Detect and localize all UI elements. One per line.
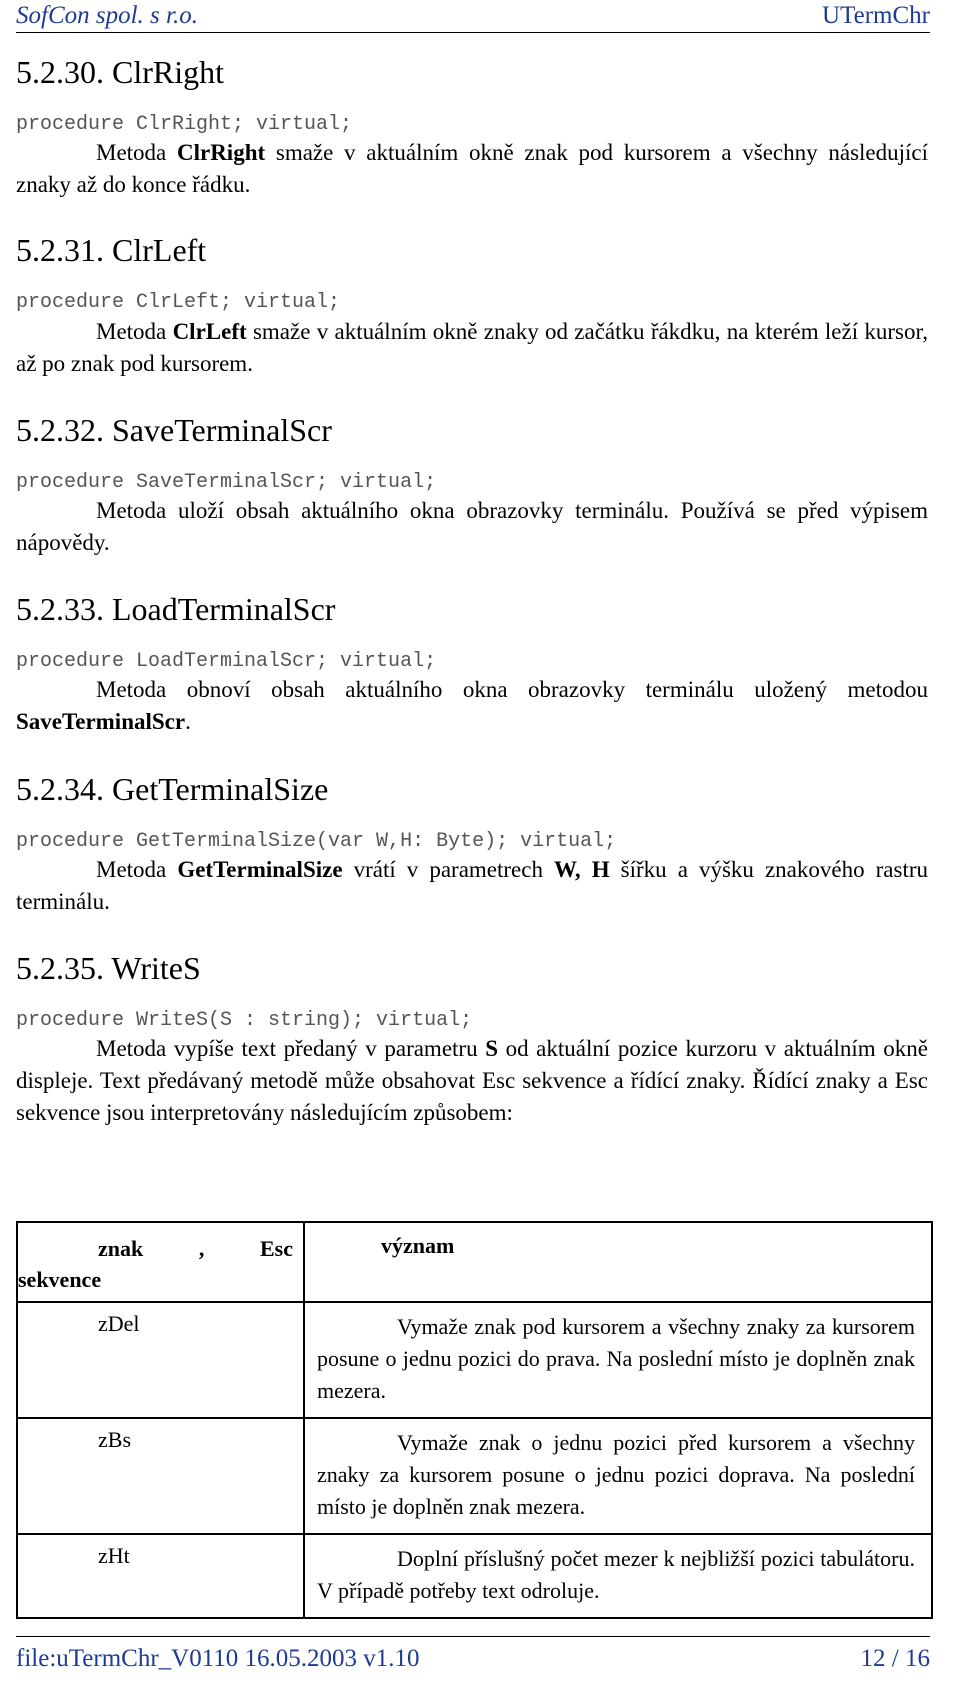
footer-page-number: 12 / 16 bbox=[860, 1645, 930, 1672]
code-signature: procedure LoadTerminalScr; virtual; bbox=[16, 650, 437, 673]
code-signature: procedure ClrRight; virtual; bbox=[16, 113, 353, 136]
section-description: Metoda ClrRight smaže v aktuálním okně znak pod kursorem a všechny následující znaky až do konce řádku. bbox=[16, 140, 928, 197]
code-signature: procedure WriteS(S : string); virtual; bbox=[16, 1009, 473, 1032]
row-description: Doplní příslušný počet mezer k nejbližší pozici tabulátoru. V případě potřeby text odroluje. bbox=[317, 1546, 915, 1603]
header-sekvence: sekvence bbox=[18, 1267, 102, 1292]
table-header-cell bbox=[304, 1222, 932, 1302]
row-description: Vymaže znak pod kursorem a všechny znaky za kursorem posune o jednu pozici do prava. Na poslední místo je doplněn znak mezera. bbox=[317, 1314, 915, 1403]
table-row bbox=[17, 1302, 932, 1418]
page-footer bbox=[16, 1636, 930, 1677]
header-company: SofCon spol. s r.o. bbox=[16, 2, 198, 29]
header-znak: znak bbox=[98, 1236, 144, 1261]
code-signature: procedure GetTerminalSize(var W,H: Byte); virtual; bbox=[16, 830, 617, 853]
header-comma: , bbox=[198, 1236, 205, 1261]
row-key: zHt bbox=[98, 1543, 130, 1568]
section-heading: 5.2.32. SaveTerminalScr bbox=[16, 412, 332, 448]
row-description: Vymaže znak o jednu pozici před kursorem a všechny znaky za kursorem posune o jednu pozici doprava. Na poslední místo je doplněn znak mezera. bbox=[317, 1430, 915, 1519]
section-description: Metoda ClrLeft smaže v aktuálním okně znaky od začátku řákdku, na kterém leží kursor, až po znak pod kursorem. bbox=[16, 319, 928, 376]
header-esc: Esc bbox=[260, 1236, 293, 1261]
table-header-cell bbox=[17, 1222, 304, 1302]
section-description: Metoda obnoví obsah aktuálního okna obrazovky terminálu uložený metodou SaveTerminalScr. bbox=[16, 677, 928, 734]
section-heading: 5.2.33. LoadTerminalScr bbox=[16, 591, 336, 627]
section-description: Metoda vypíše text předaný v parametru S od aktuální pozice kurzoru v aktuálním okně displeje. Text předávaný metodě může obsahovat Esc sekvence a řídící znaky. Řídící znaky a Esc sekvence jsou interpretovány následujícím způsobem: bbox=[16, 1036, 928, 1125]
row-key: zDel bbox=[98, 1311, 140, 1336]
section-heading: 5.2.34. GetTerminalSize bbox=[16, 771, 329, 807]
table-header-row bbox=[17, 1222, 932, 1302]
table-row bbox=[17, 1418, 932, 1534]
table-row bbox=[17, 1534, 932, 1618]
footer-file: file:uTermChr_V0110 16.05.2003 v1.10 bbox=[16, 1645, 420, 1672]
code-signature: procedure SaveTerminalScr; virtual; bbox=[16, 471, 437, 494]
row-key: zBs bbox=[98, 1427, 131, 1452]
section-heading: 5.2.30. ClrRight bbox=[16, 54, 225, 90]
section-heading: 5.2.31. ClrLeft bbox=[16, 232, 207, 268]
section-description: Metoda uloží obsah aktuálního okna obrazovky terminálu. Používá se před výpisem nápovědy. bbox=[16, 498, 928, 555]
section-heading: 5.2.35. WriteS bbox=[16, 950, 201, 986]
header-vyznam: význam bbox=[381, 1233, 455, 1258]
section-description: Metoda GetTerminalSize vrátí v parametrech W, H šířku a výšku znakového rastru terminálu. bbox=[16, 857, 928, 914]
page-header bbox=[16, 0, 930, 33]
code-signature: procedure ClrLeft; virtual; bbox=[16, 291, 341, 314]
header-product: UTermChr bbox=[822, 2, 930, 29]
control-chars-table bbox=[16, 1221, 933, 1619]
